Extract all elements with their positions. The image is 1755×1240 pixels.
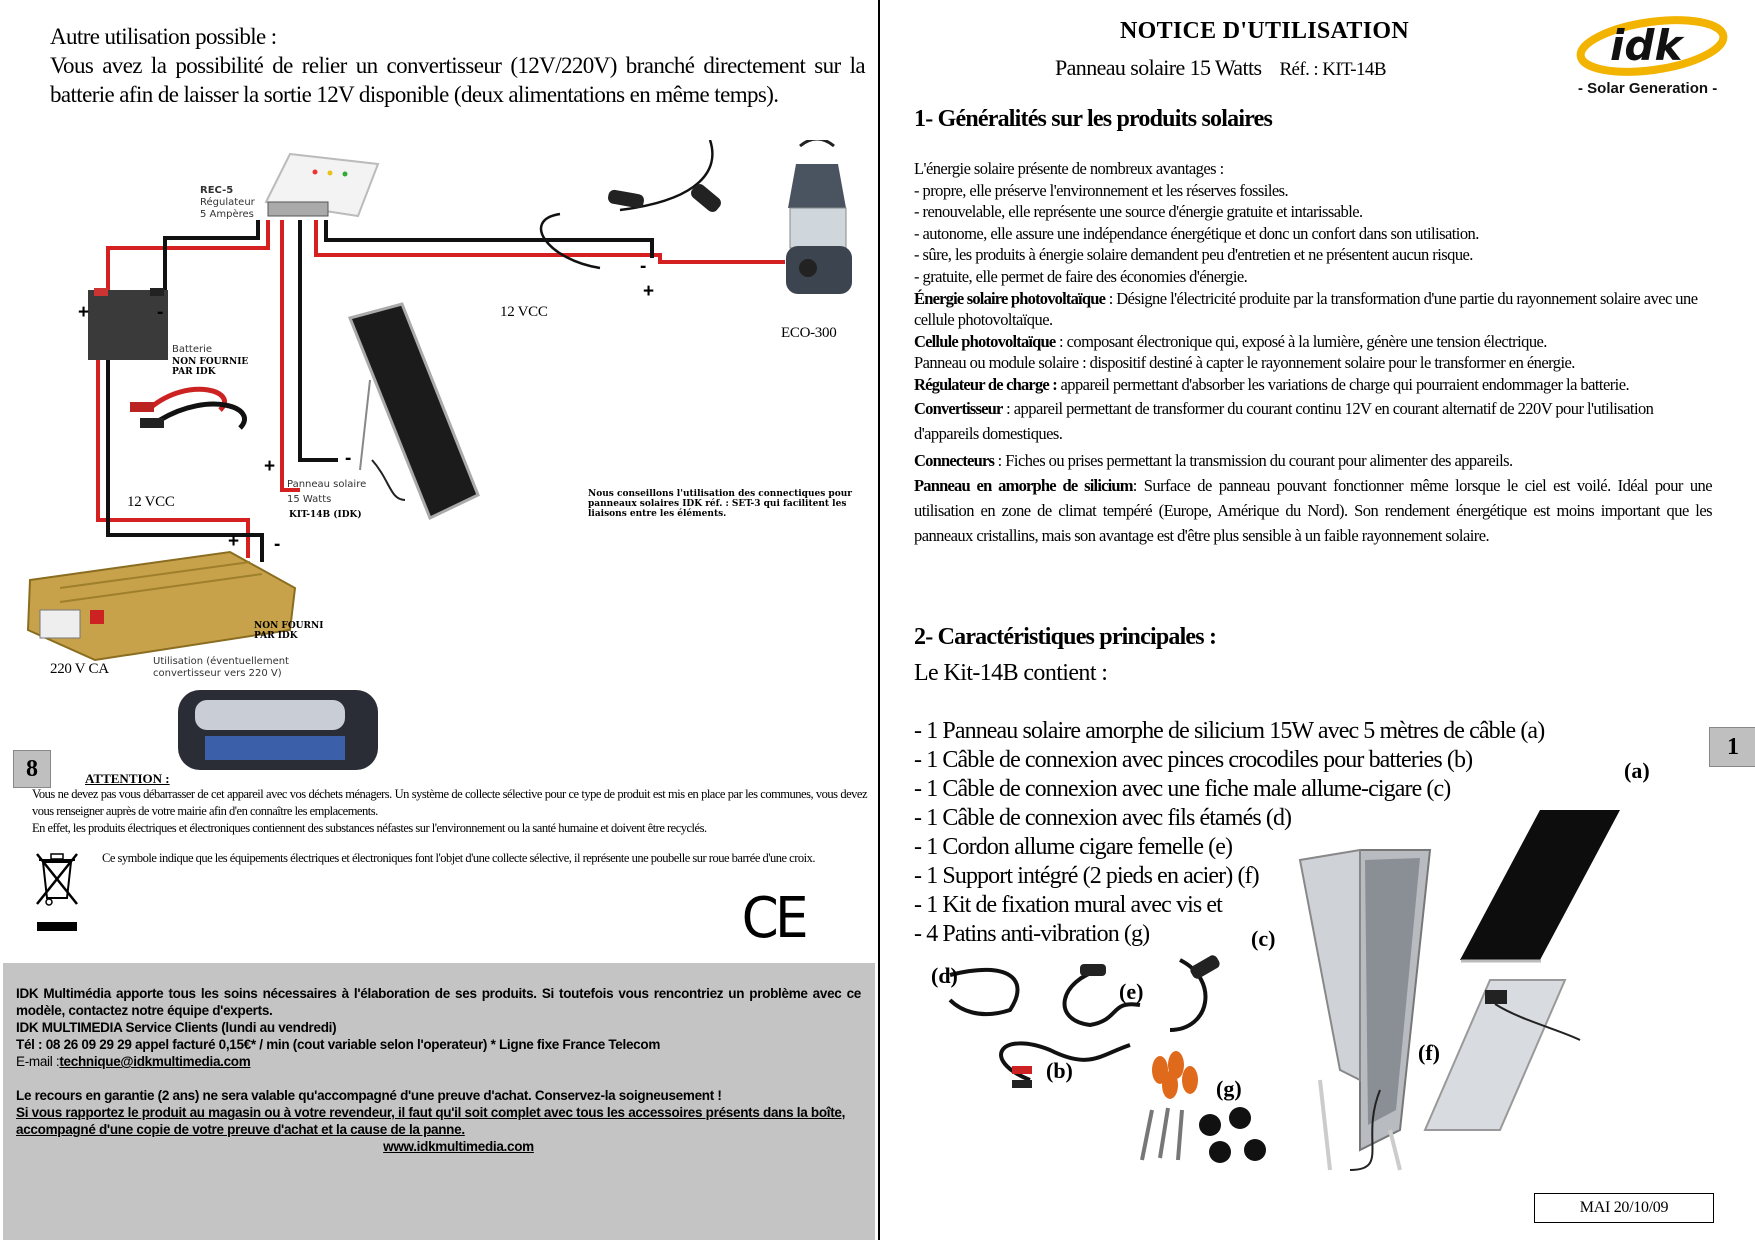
regulator-rating: 5 Ampères [200, 209, 254, 220]
battery-label [172, 344, 212, 356]
wiring-diagram [0, 140, 878, 770]
inverter-not-supplied-line2: PAR IDK [254, 631, 298, 641]
email-label: E-mail : [16, 1054, 60, 1069]
advantage-item: - renouvelable, elle représente une source d'énergie gratuite et intarissable. [914, 202, 1363, 222]
list-item: - 1 Kit de fixation mural avec vis et [914, 892, 1222, 918]
appliance-image [178, 690, 378, 770]
inverter-image [28, 552, 295, 660]
plus-sign: + [228, 531, 240, 552]
page-title: NOTICE D'UTILISATION [1120, 18, 1409, 44]
regulator-model: REC-5 [200, 185, 234, 196]
lamp-label: ECO-300 [781, 325, 837, 341]
definition: : Fiches ou prises permettant la transmission du courant pour alimenter des appareils. [994, 450, 1513, 470]
product-reference: Réf. : KIT-14B [1279, 59, 1386, 80]
term: Convertisseur [914, 398, 1003, 418]
definition-panel: Panneau ou module solaire : dispositif destiné à capter le rayonnement solaire pour le transformer en énergie. [914, 353, 1575, 373]
cable-c-photo [1170, 953, 1221, 1030]
inverter-not-supplied [254, 621, 323, 641]
lamp-eco300-image [786, 140, 852, 294]
battery-image [88, 288, 168, 360]
weee-text: Ce symbole indique que les équipements électriques et électroniques font l'objet d'une collecte sélective, il représente une poubelle sur roue barrée d'une croix. [102, 851, 815, 865]
definition: : Surface de panneau pouvant fonctionner même lorsque le ciel est voilé. Idéal pour une utilisation en zone de climat tempéré (Europe, Amérique du Nord). Son rendement énergétique est moins important que les panneaux cristallins, mais son avantage est d'être plus sensible à un faible rayonnement solaire. [914, 475, 1713, 545]
panel-a-photo [1425, 810, 1620, 1130]
plus-sign: + [264, 456, 276, 477]
advantages-intro: L'énergie solaire présente de nombreux avantages : [914, 159, 1224, 178]
attention-text [32, 786, 867, 837]
definition: : appareil permettant de transformer du courant continu 12V en courant alternatif de 220V pour l'utilisation d'appareils domestiques. [914, 398, 1654, 443]
advantage-item: - propre, elle préserve l'environnement et les réserves fossiles. [914, 180, 1289, 200]
plus-sign: + [78, 302, 90, 323]
term: Énergie solaire photovoltaïque [914, 288, 1106, 308]
definition-cell [914, 331, 1712, 353]
list-item: - 1 Câble de connexion avec pinces crocodiles pour batteries (b) [914, 747, 1473, 773]
pads-g-photo [1142, 1051, 1266, 1163]
battery-not-supplied [172, 357, 248, 377]
photo-label-a: (a) [1624, 758, 1650, 783]
page-number-right: 1 [1709, 727, 1755, 767]
inverter-not-supplied-line1: NON FOURNI [254, 621, 324, 631]
attention-paragraph2: En effet, les produits électriques et électroniques contiennent des substances néfastes sur l'environnement ou la santé humaine et doivent être recyclés. [32, 821, 707, 835]
regulator-type: Régulateur [200, 197, 255, 208]
ce-mark: CE [741, 886, 805, 951]
definition-amorphous [914, 473, 1712, 548]
list-item: - 1 Cordon allume cigare femelle (e) [914, 834, 1233, 860]
brand-subtitle: - Solar Generation - [1578, 80, 1718, 97]
regulator-image [266, 154, 378, 216]
return-note: Si vous rapportez le produit au magasin ou à votre revendeur, il faut qu'il soit complet avec tous les accessoires présents dans la boîte, accompagné d'une copie de votre preuve d'achat et la cause de la panne. [16, 1105, 846, 1137]
photo-label-b: (b) [1046, 1058, 1073, 1083]
section1-title: 1- Généralités sur les produits solaires [914, 106, 1273, 132]
support-email-link[interactable]: technique@idkmultimedia.com [59, 1054, 251, 1069]
weee-bin-icon [33, 848, 81, 932]
advantage-item: - gratuite, elle permet de faire des économies d'énergie. [914, 266, 1248, 286]
panel-label-line1: Panneau solaire [287, 479, 367, 490]
photo-label-g: (g) [1216, 1076, 1242, 1101]
minus-sign: - [345, 448, 352, 469]
minus-sign: - [157, 302, 164, 323]
ac-label: 220 V CA [50, 661, 109, 677]
definition: : composant électronique qui, exposé à la lumière, génère une tension électrique. [1055, 331, 1547, 351]
support-text [16, 985, 861, 1155]
advantage-item: - autonome, elle assure une indépendance énergétique et donc un confort dans son utilisation. [914, 223, 1479, 243]
definition-pv [914, 288, 1712, 331]
term: Cellule photovoltaïque [914, 331, 1056, 351]
website-link[interactable]: www.idkmultimedia.com [383, 1139, 534, 1154]
kit-intro: Le Kit-14B contient : [914, 660, 1108, 686]
support-line1: IDK Multimédia apporte tous les soins nécessaires à l'élaboration de ses produits. Si toutefois vous rencontriez un problème avec ce modèle, contactez notre équipe d'experts. [16, 986, 861, 1018]
advice-note [588, 489, 863, 519]
product-name: Panneau solaire 15 Watts [1055, 55, 1262, 80]
minus-sign: - [640, 256, 647, 277]
advice-line1: Nous conseillons l'utilisation des connectiques pour [588, 489, 852, 499]
usage-line1: Utilisation (éventuellement [153, 656, 289, 667]
page-divider [878, 0, 880, 1240]
photo-label-d: (d) [931, 963, 958, 988]
page-number-left: 8 [13, 750, 51, 788]
vcc-top-label: 12 VCC [500, 304, 548, 320]
regulator-label [200, 185, 255, 221]
usage-label [153, 656, 289, 680]
intro-title: Autre utilisation possible : [50, 24, 277, 49]
list-item: - 1 Panneau solaire amorphe de silicium 15W avec 5 mètres de câble (a) [914, 718, 1545, 744]
list-item: - 1 Câble de connexion avec une fiche male allume-cigare (c) [914, 776, 1451, 802]
advice-line3: liaisons entre les éléments. [588, 509, 727, 519]
definition-regulator [914, 374, 1712, 396]
list-item: - 4 Patins anti-vibration (g) [914, 921, 1150, 947]
plus-sign: + [643, 281, 655, 302]
wire-regulator-lamp-black [326, 220, 652, 258]
warranty-text: Le recours en garantie (2 ans) ne sera valable qu'accompagné d'une preuve d'achat. Conservez-la soigneusement ! [16, 1088, 722, 1103]
panel-f-photo [1300, 850, 1430, 1170]
solar-panel-diagram-image [350, 304, 478, 518]
section1-body [914, 158, 1712, 548]
battery-not-supplied-line1: NON FOURNIE [172, 357, 249, 367]
photo-label-c: (c) [1251, 926, 1276, 951]
definition-converter [914, 396, 1712, 446]
photo-label-e: (e) [1119, 979, 1144, 1004]
logo-text: idk [1610, 21, 1683, 70]
panel-label-line2: 15 Watts [287, 494, 332, 505]
cable-d-photo [950, 970, 1018, 1014]
support-phone: Tél : 08 26 09 29 29 appel facturé 0,15€* / min (cout variable selon l'operateur) * Ligne fixe France Telecom [16, 1037, 661, 1052]
advice-line2: panneaux solaires IDK réf. : SET-3 qui facilitent les [588, 499, 847, 509]
wire-regulator-panel-red [282, 220, 300, 490]
section2-title: 2- Caractéristiques principales : [914, 624, 1217, 650]
list-item: - 1 Câble de connexion avec fils étamés (d) [914, 805, 1292, 831]
minus-sign: - [274, 534, 281, 555]
panel-ref: KIT-14B (IDK) [289, 510, 362, 520]
definition-connectors [914, 448, 1712, 473]
subtitle [1055, 55, 1386, 81]
document-date: MAI 20/10/09 [1534, 1193, 1714, 1223]
intro-block [50, 22, 865, 109]
photo-label-f: (f) [1418, 1040, 1440, 1065]
intro-text: Vous avez la possibilité de relier un convertisseur (12V/220V) branché directement sur la batterie afin de laisser la sortie 12V disponible (deux alimentations en même temps). [50, 53, 865, 107]
usage-line2: convertisseur vers 220 V) [153, 668, 282, 679]
term: Panneau en amorphe de silicium [914, 475, 1133, 495]
kit-photos [920, 780, 1755, 1180]
vcc-left-label: 12 VCC [127, 494, 175, 510]
definition: appareil permettant d'absorber les variations de charge qui pourraient endommager la batterie. [1056, 374, 1630, 394]
attention-title: ATTENTION : [85, 771, 170, 786]
idk-logo [1570, 10, 1730, 78]
term: Régulateur de charge : [914, 374, 1057, 394]
definition: : Désigne l'électricité produite par la transformation d'une partie du rayonnement solaire avec une cellule photovoltaïque. [914, 288, 1698, 330]
term: Connecteurs [914, 450, 995, 470]
list-item: - 1 Support intégré (2 pieds en acier) (f) [914, 863, 1259, 889]
crocodile-clips-image [130, 389, 245, 428]
attention-paragraph1: Vous ne devez pas vous débarrasser de cet appareil avec vos déchets ménagers. Un système de collecte sélective pour ce type de produit est mis en place par les communes, vous devez vous renseigner auprès de votre mairie afin d'en connaître les emplacements. [32, 787, 867, 818]
advantage-item: - sûre, les produits à énergie solaire demandent peu d'entretien et ne présentent aucun risque. [914, 245, 1473, 265]
battery-name: Batterie [172, 344, 213, 355]
panel-label [287, 479, 366, 506]
support-line2: IDK MULTIMEDIA Service Clients (lundi au vendredi) [16, 1020, 337, 1035]
battery-not-supplied-line2: PAR IDK [172, 367, 216, 377]
wire-regulator-battery-black [165, 220, 258, 290]
